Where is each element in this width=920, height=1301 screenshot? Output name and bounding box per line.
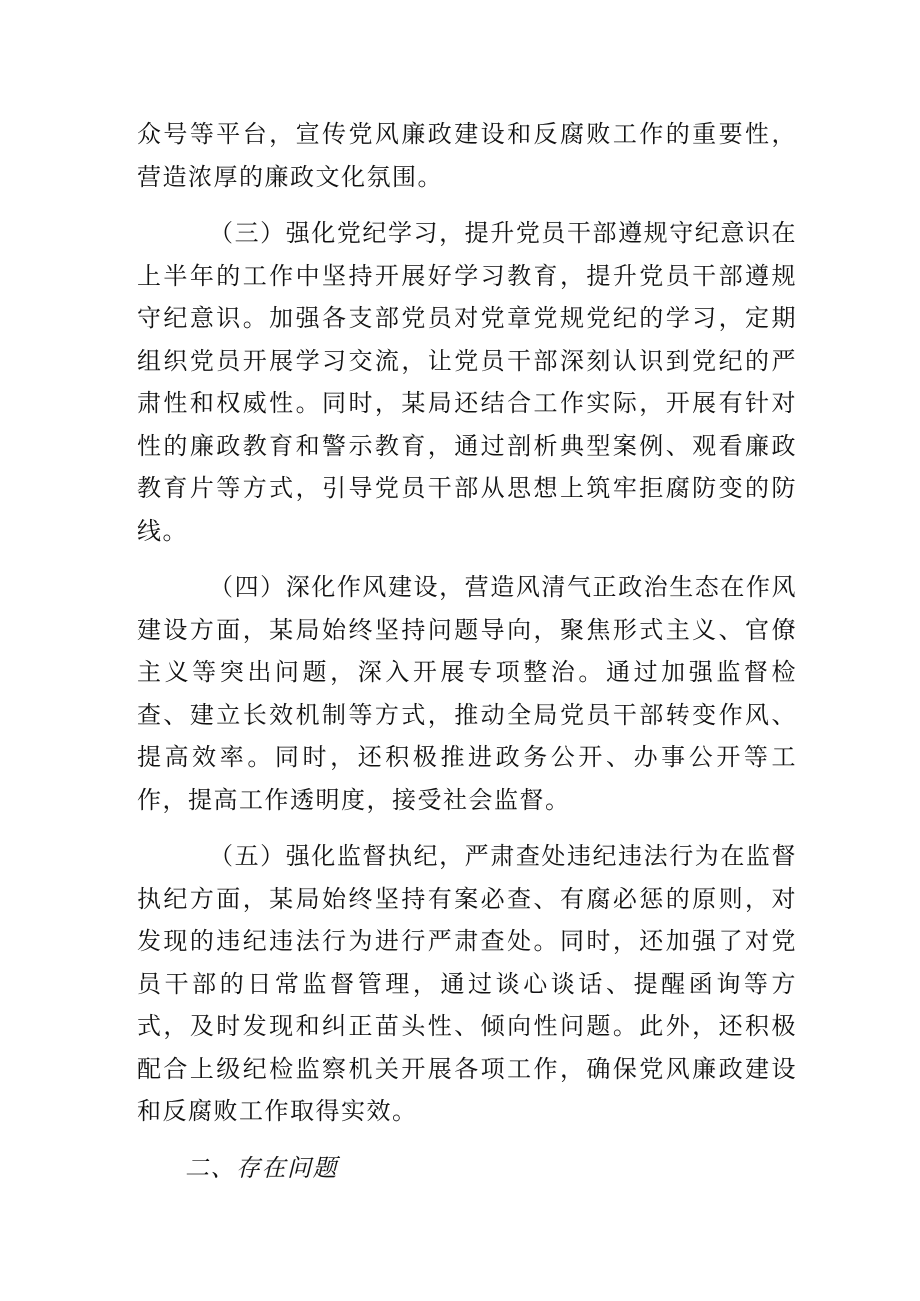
paragraph-section-4: （四）深化作风建设，营造风清气正政治生态在作风建设方面，某局始终坚持问题导向，聚焦形式主义、官僚主义等突出问题，深入开展专项整治。通过加强监督检查、建立长效机制等方式，推动全局党员干部转变作风、提高效率。同时，还积极推进政务公开、办事公开等工作，提高工作透明度，接受社会监督。 [137,573,797,814]
document-body [137,113,797,1189]
paragraph-section-3: （三）强化党纪学习，提升党员干部遵规守纪意识在上半年的工作中坚持开展好学习教育，提升党员干部遵规守纪意识。加强各支部党员对党章党规党纪的学习，定期组织党员开展学习交流，让党员干部深刻认识到党纪的严肃性和权威性。同时，某局还结合工作实际，开展有针对性的廉政教育和警示教育，通过剖析典型案例、观看廉政教育片等方式，引导党员干部从思想上筑牢拒腐防变的防线。 [137,219,797,545]
paragraph-continuation: 众号等平台，宣传党风廉政建设和反腐败工作的重要性，营造浓厚的廉政文化氛围。 [137,120,797,191]
section-heading-problems: 二、存在问题 [185,1153,338,1182]
paragraph-section-5: （五）强化监督执纪，严肃查处违纪违法行为在监督执纪方面，某局始终坚持有案必查、有腐必惩的原则，对发现的违纪违法行为进行严肃查处。同时，还加强了对党员干部的日常监督管理，通过谈心谈话、提醒函询等方式，及时发现和纠正苗头性、倾向性问题。此外，还积极配合上级纪检监察机关开展各项工作，确保党风廉政建设和反腐败工作取得实效。 [137,842,797,1125]
